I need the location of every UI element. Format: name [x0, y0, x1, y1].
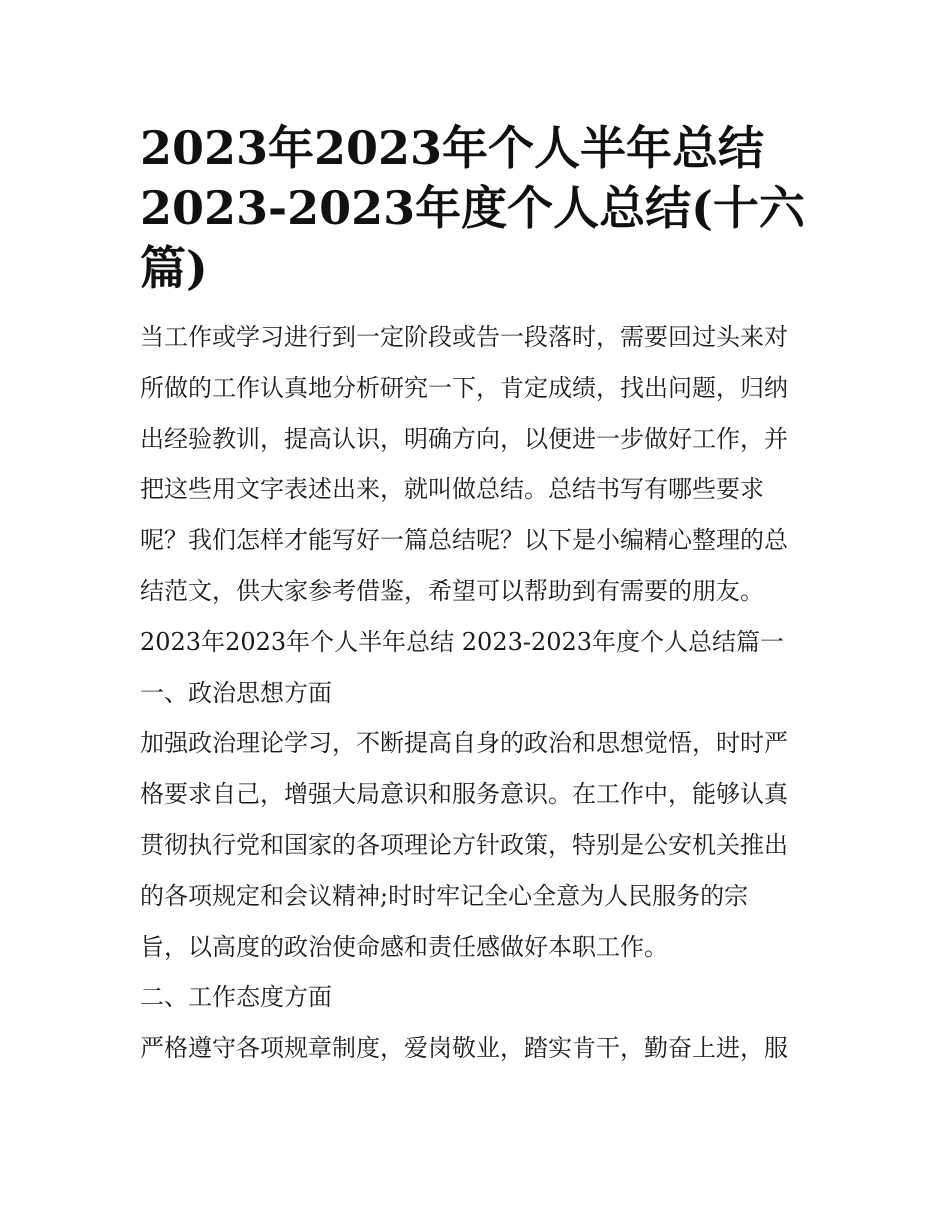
body-line-6: 结范文，供大家参考借鉴，希望可以帮助到有需要的朋友。	[140, 576, 764, 605]
document-title	[140, 118, 820, 298]
body-line-4: 把这些用文字表述出来，就叫做总结。总结书写有哪些要求	[140, 475, 764, 504]
body-line-5: 呢？我们怎样才能写好一篇总结呢？以下是小编精心整理的总	[140, 526, 788, 555]
body-line-11: 贯彻执行党和国家的各项理论方针政策，特别是公安机关推出	[140, 830, 788, 859]
title-line-1: 2023年2023年个人半年总结	[140, 121, 765, 175]
section-heading-article-1: 2023年2023年个人半年总结 2023-2023年度个人总结篇一	[140, 627, 785, 656]
body-line-15: 严格遵守各项规章制度，爱岗敬业，踏实肯干，勤奋上进，服	[140, 1034, 788, 1063]
section-heading-attitude: 二、工作态度方面	[140, 983, 332, 1012]
document-body	[140, 312, 820, 1074]
body-line-10: 格要求自己，增强大局意识和服务意识。在工作中，能够认真	[140, 780, 788, 809]
body-line-1: 当工作或学习进行到一定阶段或告一段落时，需要回过头来对	[140, 323, 788, 351]
body-line-3: 出经验教训，提高认识，明确方向，以便进一步做好工作，并	[140, 424, 788, 453]
title-line-3: 篇)	[140, 241, 208, 295]
body-line-12: 的各项规定和会议精神;时时牢记全心全意为人民服务的宗	[140, 881, 749, 910]
document-content	[140, 118, 820, 1074]
body-line-9: 加强政治理论学习，不断提高自身的政治和思想觉悟，时时严	[140, 729, 788, 758]
title-line-2: 2023-2023年度个人总结(十六	[140, 181, 805, 235]
body-line-13: 旨，以高度的政治使命感和责任感做好本职工作。	[140, 932, 668, 961]
section-heading-political: 一、政治思想方面	[140, 678, 332, 707]
body-line-2: 所做的工作认真地分析研究一下，肯定成绩，找出问题，归纳	[140, 373, 788, 402]
